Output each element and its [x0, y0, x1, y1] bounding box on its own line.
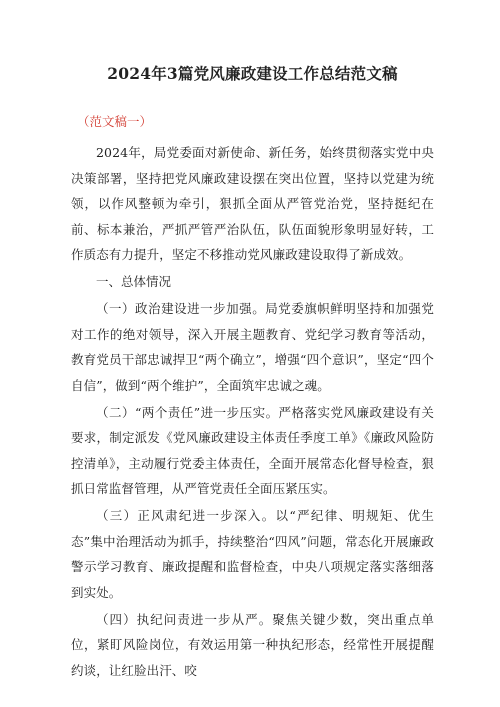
paragraph-political: （一）政治建设进一步加强。局党委旗帜鲜明坚持和加强党对工作的绝对领导，深入开展主题教育、党纪学习教育等活动，教育党员干部忠诚捍卫“两个确立”，增强“四个意识”，坚定“四个自信”，做到“两个维护”，全面筑牢忠诚之魂。 — [71, 301, 434, 393]
section-heading: 一、总体情况 — [96, 274, 172, 289]
paragraph-discipline: （三）正风肃纪进一步深入。以“严纪律、明规矩、优生态”集中治理活动为抓手，持续整治“四风”问题，常态化开展廉政警示学习教育、廉政提醒和监督检查，中央八项规定落实落细落到实处。 — [71, 508, 434, 600]
intro-paragraph: 2024年，局党委面对新使命、新任务，始终贯彻落实党中央决策部署，坚持把党风廉政建设摆在突出位置，坚持以党建为统领，以作风整顿为牵引，狠抓全面从严管党治党，坚持挺纪在前、标本兼治，严抓严管严治队伍，队伍面貌形象明显好转，工作质态有力提升，坚定不移推动党风廉政建设取得了新成效。 — [71, 145, 434, 262]
paragraph-accountability: （四）执纪问责进一步从严。聚焦关键少数，突出重点单位，紧盯风险岗位，有效运用第一种执纪形态，经常性开展提醒约谈，让红脸出汗、咬 — [71, 611, 434, 678]
document-title: 2024年3篇党风廉政建设工作总结范文稿 — [107, 64, 398, 83]
paragraph-responsibility: （二）“两个责任”进一步压实。严格落实党风廉政建设有关要求，制定派发《党风廉政建设主体责任季度工单》《廉政风险防控清单》，主动履行党委主体责任，全面开展常态化督导检查，狠抓日常监督管理，从严管党责任全面压紧压实。 — [71, 404, 434, 496]
section-label: （范文稿一） — [77, 114, 153, 129]
